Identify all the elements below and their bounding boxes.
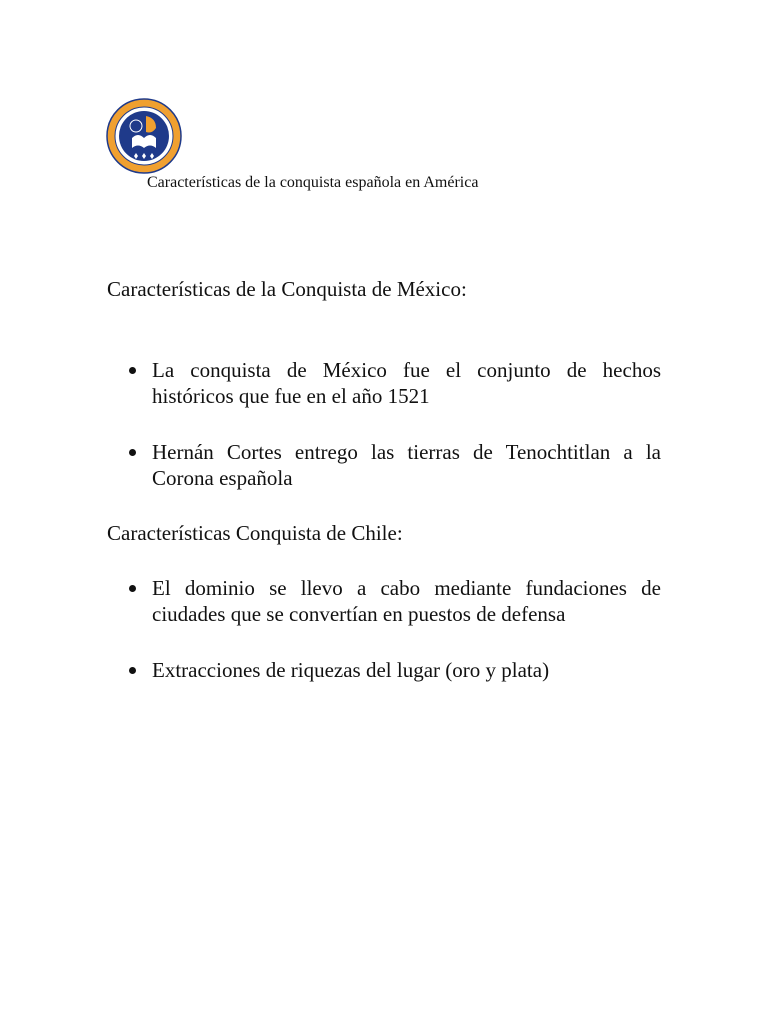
list-item-text: Hernán Cortes entrego las tierras de Tenochtitlan a la Corona española xyxy=(152,440,661,490)
list-item-text: Extracciones de riquezas del lugar (oro y plata) xyxy=(152,658,550,682)
school-seal-logo xyxy=(106,98,182,174)
section-heading-chile: Características Conquista de Chile: xyxy=(107,521,403,545)
bullet-icon xyxy=(129,367,136,374)
list-item-text: El dominio se llevo a cabo mediante fundaciones de ciudades que se convertían en puestos de defensa xyxy=(152,576,661,626)
list-item xyxy=(107,439,661,491)
section-heading-mexico: Características de la Conquista de México: xyxy=(107,277,467,301)
list-item-text: La conquista de México fue el conjunto de hechos históricos que fue en el año 1521 xyxy=(152,358,661,408)
bullet-icon xyxy=(129,667,136,674)
document-title: Características de la conquista española en América xyxy=(147,174,479,191)
bullet-icon xyxy=(129,585,136,592)
bullet-icon xyxy=(129,449,136,456)
list-item xyxy=(107,657,661,683)
list-item xyxy=(107,357,661,409)
list-item xyxy=(107,575,661,627)
